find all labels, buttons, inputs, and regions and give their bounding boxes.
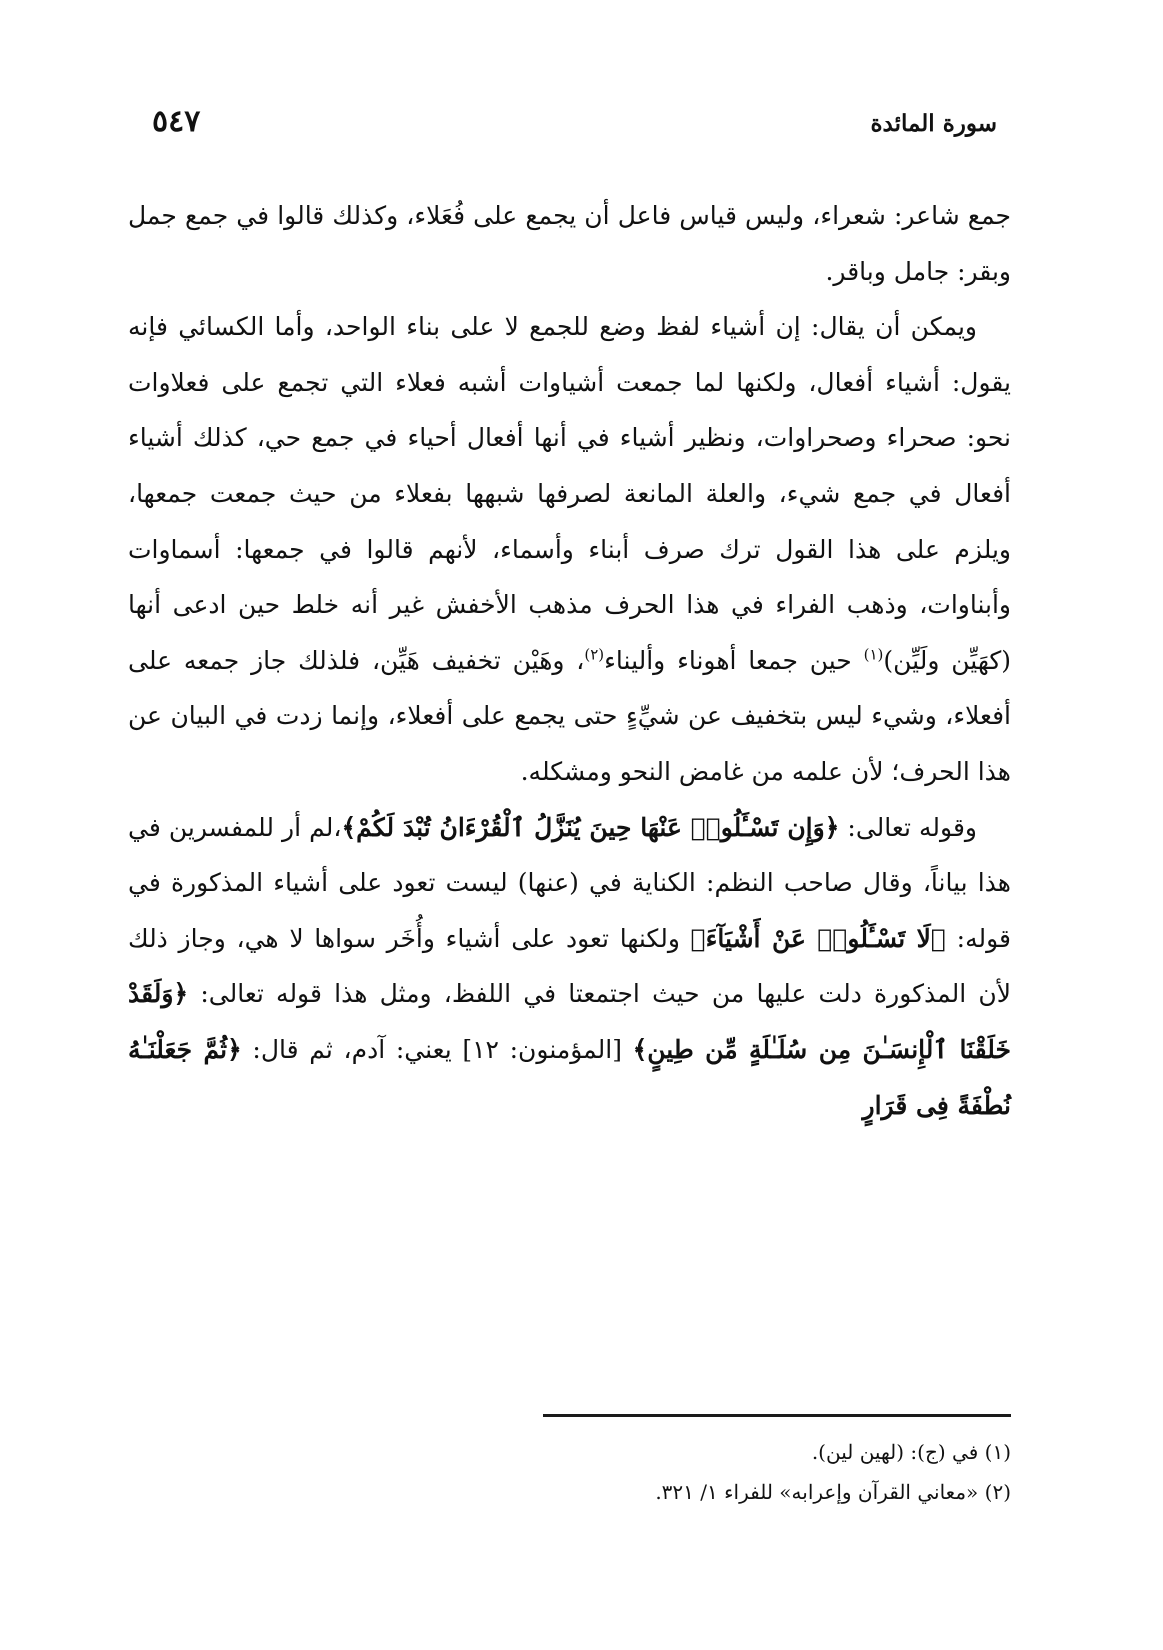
- paragraph-3-c: ولكنها تعود على أشياء وأُخَر سواها لا هي، وجاز ذلك لأن المذكورة دلت عليها من حيث اجتمعتا في اللفظ، ومثل هذا قوله تعالى:: [128, 923, 1011, 1009]
- page-header: [152, 104, 997, 148]
- page-number: ٥٤٧: [152, 104, 201, 139]
- paragraph-3: [128, 800, 1011, 1134]
- surah-title: سورة المائدة: [870, 110, 997, 137]
- footnotes: [128, 1432, 1011, 1512]
- footnote-1: (١) في (ج): (لهين لين).: [811, 1440, 1011, 1464]
- quran-verse-2: ﴿لَا تَسْـَٔلُوا۟ عَنْ أَشْيَآءَ﴾: [690, 923, 946, 953]
- footnote-ref-1: (١): [863, 645, 884, 664]
- main-text: [128, 188, 1011, 1133]
- paragraph-3-d: [المؤمنون: ١٢] يعني: آدم، ثم قال:: [241, 1034, 633, 1064]
- paragraph-2: [128, 299, 1011, 799]
- footnote-2: (٢) «معاني القرآن وإعرابه» للفراء ١/ ٣٢١.: [655, 1480, 1011, 1504]
- paragraph-3-b: ،لم أر للمفسرين في هذا بياناً، وقال صاحب النظم: الكناية في (عنها) ليست تعود على أشياء المذكورة في قوله:: [128, 812, 1011, 953]
- quran-verse-3: ﴿وَلَقَدْ خَلَقْنَا ٱلْإِنسَـٰنَ مِن سُلَـٰلَةٍ مِّن طِينٍ﴾: [128, 979, 1012, 1064]
- footnote-ref-2: (٢): [584, 645, 605, 664]
- paragraph-3-a: وقوله تعالى:: [839, 812, 977, 842]
- quran-verse-1: ﴿وَإِن تَسْـَٔلُوا۟ عَنْهَا حِينَ يُنَزَّلُ ٱلْقُرْءَانُ تُبْدَ لَكُمْ﴾: [341, 812, 840, 842]
- footnote-divider: [543, 1414, 1011, 1417]
- paragraph-1: جمع شاعر: شعراء، وليس قياس فاعل أن يجمع على فُعَلاء، وكذلك قالوا في جمع جمل وبقر: جامل وباقر.: [128, 201, 1011, 286]
- paragraph-2-text: ويمكن أن يقال: إن أشياء لفظ وضع للجمع لا على بناء الواحد، وأما الكسائي فإنه يقول: أشياء أفعال، ولكنها لما جمعت أشياوات أشبه فعلاء التي تجمع على فعلاوات نحو: صحراء وصحراوات، ونظير أشياء في أنها أفعال أحياء في جمع حي، كذلك أشياء أفعال في جمع شيء، والعلة المانعة لصرفها شبهها بفعلاء من حيث جمعت جمعها، ويلزم على هذا القول ترك صرف أبناء وأسماء، لأنهم قالوا في جمعها: أسماوات وأبناوات، وذهب الفراء في هذا الحرف مذهب الأخفش غير أنه خلط حين ادعى أنها (كهَيِّن ولَيِّن): [128, 312, 1012, 675]
- quran-verse-4: ﴿ثُمَّ جَعَلْنَـٰهُ نُطْفَةً فِى قَرَارٍ: [128, 1034, 1011, 1120]
- paragraph-2-end: ، وهَيْن تخفيف هَيِّن، فلذلك جاز جمعه على أفعلاء، وشيء ليس بتخفيف عن شيِّءٍ حتى يجمع على أفعلاء، وإنما زدت في البيان عن هذا الحرف؛ لأن علمه من غامض النحو ومشكله.: [128, 645, 1011, 786]
- paragraph-2-mid: حين جمعا أهوناء وأليناء: [604, 645, 864, 675]
